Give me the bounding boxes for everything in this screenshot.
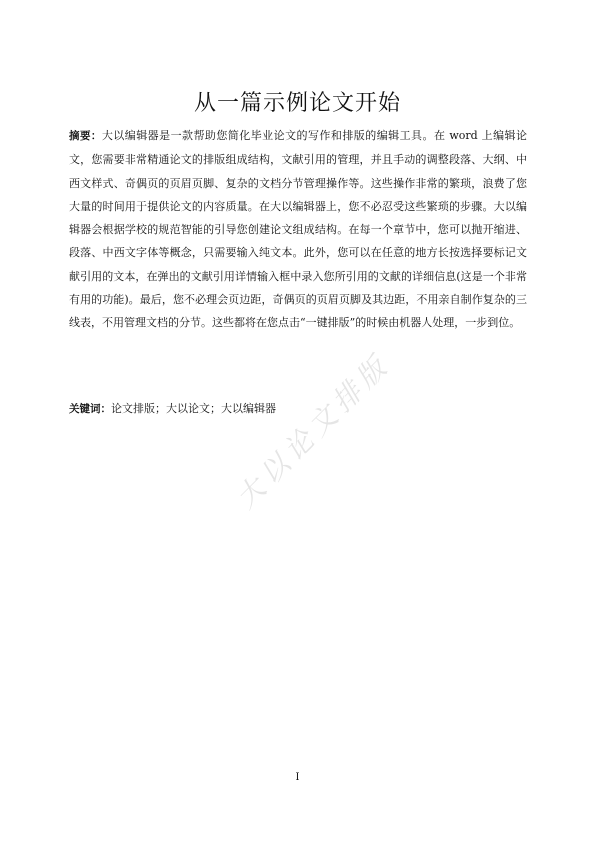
- page-title: 从一篇示例论文开始: [193, 91, 401, 116]
- keywords-line: [69, 399, 527, 419]
- abstract-paragraph: [69, 124, 527, 335]
- abstract-label: 摘要：: [69, 130, 102, 142]
- watermark-logo: 大以论文排版: [229, 347, 397, 515]
- keywords-label: 关键词：: [69, 403, 111, 415]
- abstract-text: 大以编辑器是一款帮助您简化毕业论文的写作和排版的编辑工具。在 word 上编辑论文，您需要非常精通论文的排版组成结构，文献引用的管理，并且手动的调整段落、大纲、中西文样式、奇偶页的页眉页脚、复杂的文档分节管理操作等。这些操作非常的繁琐，浪费了您大量的时间用于提供论文的内容质量。在大以编辑器上，您不必忍受这些繁琐的步骤。大以编辑器会根据学校的规范智能的引导您创建论文组成结构。在每一个章节中，您可以抛开缩进、段落、中西文字体等概念，只需要输入纯文本。此外，您可以在任意的地方长按选择要标记文献引用的文本，在弹出的文献引用详情输入框中录入您所引用的文献的详细信息(这是一个非常有用的功能)。最后，您不必理会页边距，奇偶页的页眉页脚及其边距，不用亲自制作复杂的三线表，不用管理文档的分节。这些都将在您点击“一键排版”的时候由机器人处理，一步到位。: [69, 129, 527, 330]
- keywords-text: 论文排版；大以论文；大以编辑器: [111, 402, 276, 415]
- page-number: I: [295, 772, 300, 783]
